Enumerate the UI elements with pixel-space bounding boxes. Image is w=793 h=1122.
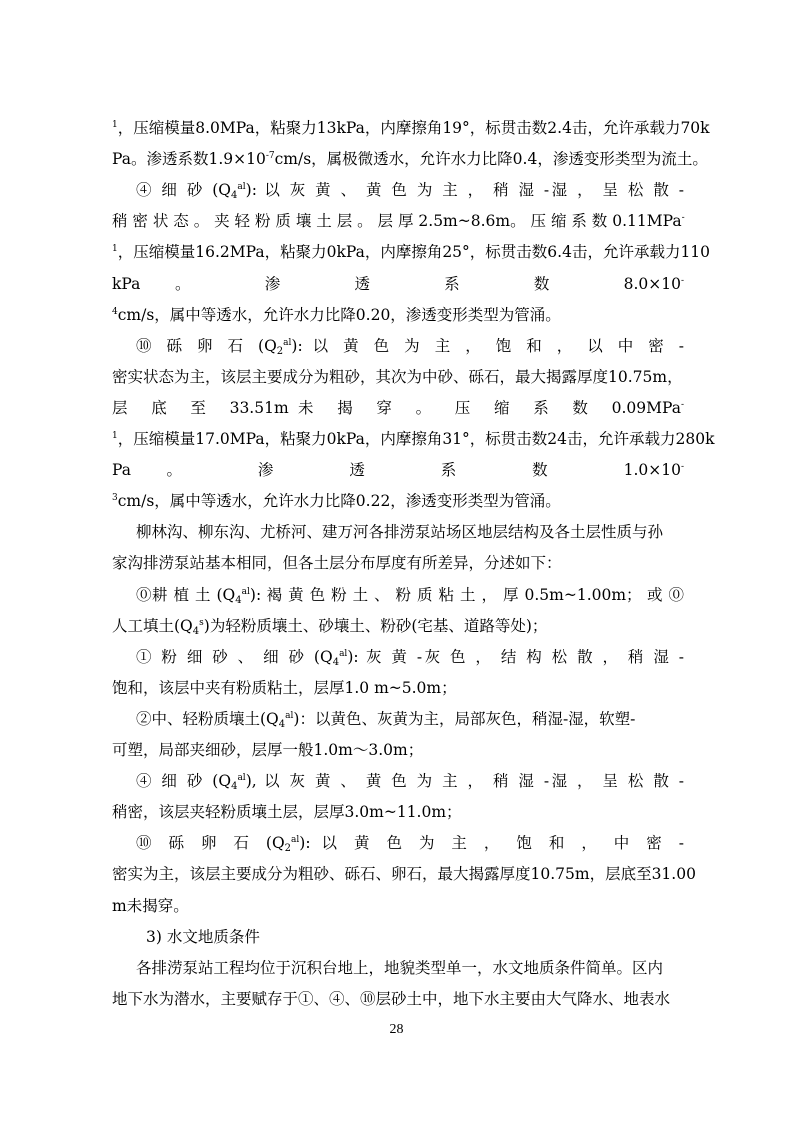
page-number: 28 [389,1022,404,1037]
text-line [112,859,696,889]
text-line [112,611,684,641]
subscript: 4 [231,190,238,202]
text-run: 稍密，该层夹轻粉质壤土层，层厚3.0m~11.0m； [112,803,462,822]
superscript: 3 [112,493,118,504]
text-run: 人工填土(Q [112,616,193,635]
text-line [112,424,715,454]
text-line [136,766,684,796]
subscript: 4 [192,625,200,637]
superscript: al [291,835,300,846]
text-run: cm/s，属极微透水，允许水力比降0.4，渗透变形类型为流土。 [274,150,708,169]
superscript: 1 [112,431,118,441]
superscript: 1 [112,244,118,255]
superscript: 1 [112,120,118,130]
subscript: 2 [284,843,292,855]
superscript: al [241,586,250,597]
text-run: ②中、轻粉质壤土(Q [136,709,279,728]
text-line [112,797,684,827]
text-line [136,642,684,672]
text-run: 稍 密 状 态 。 夹 轻 粉 质 壤 土 层 。 层 厚 2.5m~8.6m。 压 缩 系 数 0.11MPa [112,212,682,231]
text-run: ): 灰 黄 -灰 色 ， 结 构 松 散 ， 稍 湿 - [347,647,684,666]
text-run: 柳林沟、柳东沟、尤桥河、建万河各排涝泵站场区地层结构及各土层性质与孙 [136,523,664,542]
text-run: m未揭穿。 [112,896,189,915]
superscript: al [283,337,292,348]
text-run: 密实状态为主，该层主要成分为粗砂，其次为中砂、砾石，最大揭露厚度10.75m， [112,367,683,386]
text-line [112,300,684,330]
text-run: kPa。 渗 透 系 数 8.0×10 [112,274,681,293]
text-run: ): 以 黄 色 为 主 ， 饱 和 ， 以 中 密 - [291,336,684,355]
subscript: 4 [332,656,340,668]
text-run: cm/s，属中等透水，允许水力比降0.20，渗透变形类型为管涌。 [117,305,561,324]
subscript: 4 [231,781,238,793]
text-run: ): 以 黄 色 为 主 ， 饱 和 ， 中 密 - [299,834,684,853]
text-line [136,175,684,205]
text-line [136,953,684,983]
subscript: 2 [276,345,284,357]
text-line [112,984,684,1014]
text-line [112,891,684,921]
text-run: ，压缩模量16.2MPa，粘聚力0kPa，内摩擦角25°，标贯击数6.4击，允许承载力110 [117,243,711,262]
text-run: 层 底 至 33.51m未 揭 穿 。 压 缩 系 数 0.09MPa [112,398,681,417]
text-run: 3) 水文地质条件 [146,927,260,946]
text-run: ① 粉 细 砂 、 细 砂 (Q [136,647,333,666]
text-line [136,580,684,610]
text-run: Pa。渗透系数1.9×10 [112,150,266,169]
text-run: ⑩ 砾 卵 石 (Q [136,336,277,355]
text-line [112,113,710,143]
text-run: ⑩ 砾 卵 石 (Q [136,834,285,853]
text-line [136,331,684,361]
superscript: al [285,710,294,721]
superscript: - [680,462,684,473]
superscript: al [339,648,348,659]
section-heading [146,922,684,952]
text-run: 各排涝泵站工程均位于沉积台地上，地貌类型单一，水文地质条件简单。区内 [136,958,664,977]
text-line [112,206,684,236]
superscript: al [237,182,246,193]
text-run: )：以黄色、灰黄为主，局部灰色，稍湿-湿，软塑- [293,709,636,728]
text-run: ⓪耕 植 土 (Q [136,585,236,604]
text-line [136,828,684,858]
superscript: -7 [265,151,275,162]
text-run: 可塑，局部夹细砂，层厚一般1.0m～3.0m； [112,741,424,759]
text-line [112,393,684,423]
text-line [112,237,711,267]
text-line [112,673,684,703]
text-run: ，压缩模量8.0MPa，粘聚力13kPa，内摩擦角19°，标贯击数2.4击，允许承载力70k [117,119,710,137]
text-line [112,455,684,485]
text-line [112,548,684,578]
text-run: Pa。 渗 透 系 数 1.0×10 [112,461,681,480]
text-line [136,704,684,734]
text-line [112,735,684,765]
text-run: ④ 细 砂 (Q [136,181,232,200]
text-run: 地下水为潜水，主要赋存于①、④、⑩层砂土中，地下水主要由大气降水、地表水 [112,989,671,1008]
superscript: al [237,773,246,784]
text-run: ): 褐 黄 色 粉 土 、 粉 质 粘 土 ， 厚 0.5m~1.00m； 或 ⓪ [249,585,684,604]
subscript: 4 [235,594,242,606]
text-line [112,486,684,516]
text-run: cm/s，属中等透水，允许水力比降0.22，渗透变形类型为管涌。 [117,492,561,511]
subscript: 4 [278,718,286,730]
text-run: ), 以 灰 黄 、 黄 色 为 主 ， 稍 湿 -湿 ， 呈 松 散 - [245,772,684,791]
text-run: ，压缩模量17.0MPa，粘聚力0kPa，内摩擦角31°，标贯击数24击，允许承载力280k [117,430,715,448]
text-run: )为轻粉质壤土、砂壤土、粉砂(宅基、道路等处)； [203,616,548,635]
superscript: s [199,617,204,628]
superscript: 4 [112,306,118,317]
text-run: 密实为主，该层主要成分为粗砂、砾石、卵石，最大揭露厚度10.75m，层底至31.00 [112,865,696,884]
superscript: - [680,399,684,410]
text-line [112,362,684,392]
text-line [112,144,708,174]
superscript: - [681,213,685,224]
superscript: - [680,275,684,286]
text-run: 饱和，该层中夹有粉质粘土，层厚1.0 m~5.0m； [112,678,457,697]
text-run: 家沟排涝泵站基本相同，但各土层分布厚度有所差异，分述如下： [112,554,562,573]
text-run: ): 以 灰 黄 、 黄 色 为 主 ， 稍 湿 -湿 ， 呈 松 散 - [245,181,684,200]
text-line [136,517,684,547]
text-line [112,269,684,299]
text-run: ④ 细 砂 (Q [136,772,232,791]
